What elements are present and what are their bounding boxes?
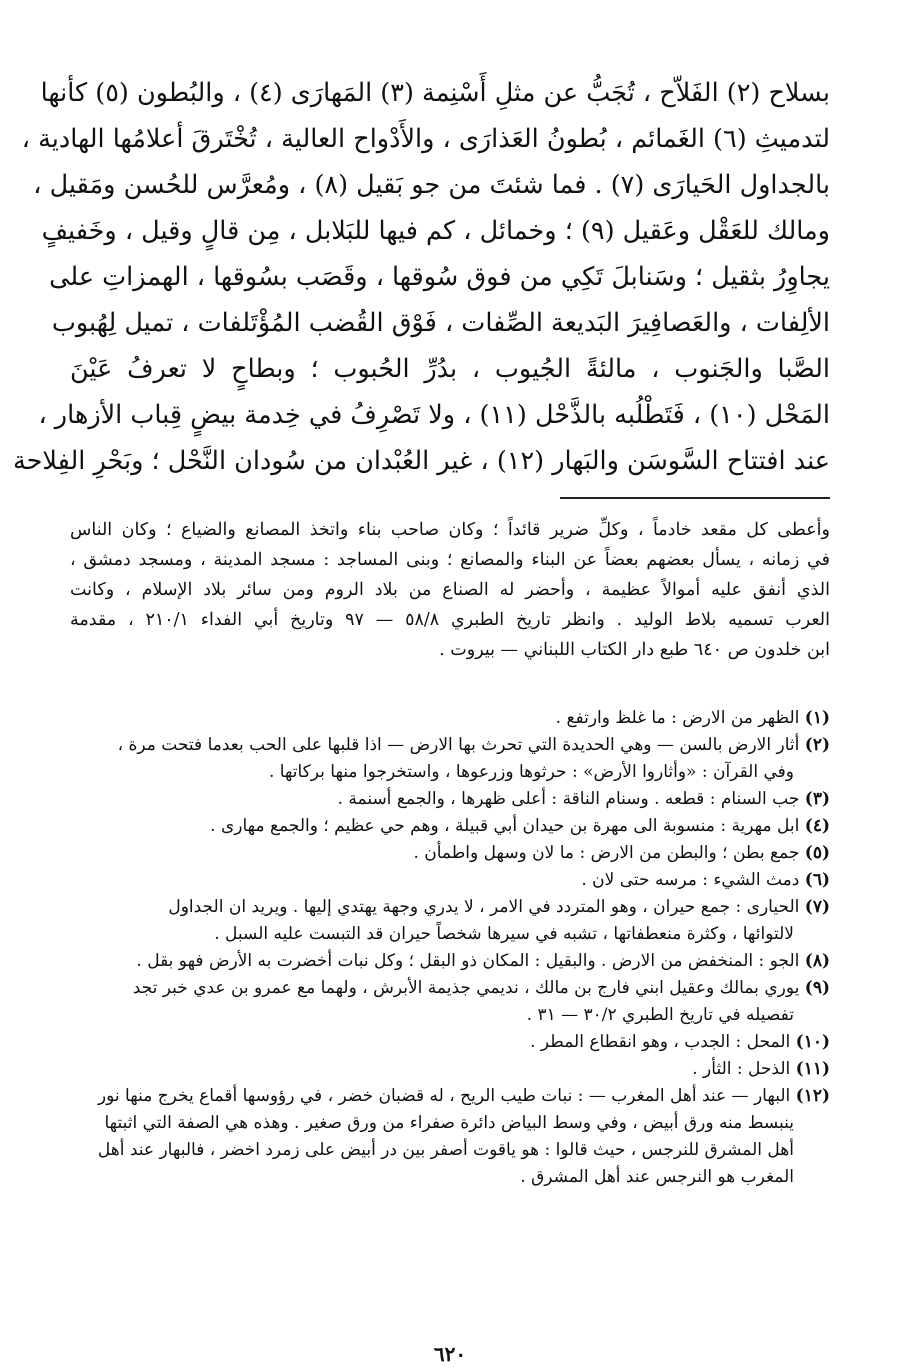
footnote-line — [70, 921, 830, 948]
footnote-line — [70, 1137, 830, 1164]
footnote-number: (٩) — [804, 978, 830, 998]
footnote-item — [70, 1083, 830, 1191]
footnote-text: المحل : الجدب ، وهو انقطاع المطر . — [530, 1032, 791, 1052]
footnote-line — [70, 813, 830, 840]
footnotes — [70, 705, 830, 1191]
footnote-item — [70, 786, 830, 813]
footnote-text: الذحل : الثأر . — [692, 1059, 791, 1079]
continued-footnote — [70, 515, 830, 665]
main-text-line: الصَّبا والجَنوب ، مالئةً الجُيوب ، بدُرِّ الحُبوب ؛ وبطاحٍ لا تعرفُ عَيْنَ — [70, 354, 830, 384]
footnote-number: (١) — [804, 708, 830, 728]
footnote-number: (٨) — [804, 951, 830, 971]
footnote-number: (١١) — [795, 1059, 830, 1079]
main-text-line: ومالك للعَقْل وعَقيل (٩) ؛ وخمائل ، كم فيها للبَلابل ، مِن قالٍ وقيل ، وخَفيفٍ — [41, 216, 830, 246]
footnote-item — [70, 732, 830, 786]
footnote-text: الجو : المنخفض من الارض . والبقيل : المكان ذو البقل ؛ وكل نبات أخضرت به الأرض فهو بقل . — [136, 951, 800, 971]
footnote-item — [70, 840, 830, 867]
footnote-text: دمث الشيء : مرسه حتى لان . — [581, 870, 800, 890]
main-text — [12, 70, 830, 484]
main-text-line: يجاوِرُ بثقيل ؛ وسَنابلَ تَكِي من فوق سُوقها ، وقَصَب بسُوقها ، الهمزاتِ على — [49, 262, 830, 292]
footnote-line — [70, 975, 830, 1002]
main-text-line: لتدميثِ (٦) الغَمائم ، بُطونُ العَذارَى ، والأَدْواح العالية ، تُخْتَرقَ أعلامُها الهادية ، — [21, 124, 830, 154]
main-text-line: الألِفات ، والعَصافِيرَ البَديعة الصِّفات ، فَوْق القُضب المُؤْتَلفات ، تميل لِهُبوب — [51, 308, 830, 338]
footnote-line — [70, 759, 830, 786]
footnote-item — [70, 867, 830, 894]
footnote-item — [70, 894, 830, 948]
footnote-item — [70, 1029, 830, 1056]
footnote-line — [70, 1164, 830, 1191]
main-text-line: بالجداول الحَيارَى (٧) . فما شئتَ من جو بَقيل (٨) ، ومُعرَّس للحُسن ومَقيل ، — [33, 170, 830, 200]
footnote-text: أهل المشرق للنرجس ، حيث قالوا : هو ياقوت أصفر بين در أبيض على زمرد اخضر ، فالبهار عند أهل — [97, 1140, 794, 1160]
footnote-text: يوري بمالك وعقيل ابني فارج بن مالك ، نديمي جذيمة الأبرش ، ولهما مع عمرو بن عدي خبر تجد — [132, 978, 800, 998]
page-number: ٦٢٠ — [433, 1342, 467, 1366]
main-text-line: المَحْل (١٠) ، فَتَطْلُبه بالذَّحْل (١١) ، ولا تَصْرِفُ في خِدمة بيضٍ قِباب الأزهار ، — [38, 400, 830, 430]
main-text-line: بسلاح (٢) الفَلاّح ، تُجَبُّ عن مثلِ أَسْنِمة (٣) المَهارَى (٤) ، والبُطون (٥) كأنها — [40, 78, 830, 108]
footnote-line — [70, 948, 830, 975]
footnote-item — [70, 948, 830, 975]
footnote-line — [70, 732, 830, 759]
footnote-number: (٦) — [804, 870, 830, 890]
continued-footnote-line: ابن خلدون ص ٦٤٠ طبع دار الكتاب اللبناني — بيروت . — [439, 640, 830, 660]
footnote-number: (١٠) — [795, 1032, 830, 1052]
footnote-number: (٤) — [804, 816, 830, 836]
footnote-text: ينبسط منه ورق أبيض ، وفي وسط البياض دائرة صفراء من ورق صغير . وهذه هي الصفة التي اثبتها — [104, 1113, 794, 1133]
footnote-number: (٢) — [804, 735, 830, 755]
footnote-number: (١٢) — [795, 1086, 830, 1106]
footnote-item — [70, 975, 830, 1029]
footnote-number: (٣) — [804, 789, 830, 809]
footnote-text: جب السنام : قطعه . وسنام الناقة : أعلى ظهرها ، والجمع أسنمة . — [337, 789, 800, 809]
continued-footnote-line: وأعطى كل مقعد خادماً ، وكلِّ ضرير قائداً ؛ وكان صاحب بناء واتخذ المصانع والضياع ؛ وكان الناس — [70, 520, 830, 540]
continued-footnote-line: العرب تسميه بلاط الوليد . وانظر تاريخ الطبري ٥٨/٨ — ٩٧ وتاريخ أبي الفداء ٢١٠/١ ، مقدمة — [70, 610, 830, 630]
footnote-text: جمع بطن ؛ والبطن من الارض : ما لان وسهل واطمأن . — [413, 843, 800, 863]
footnote-line — [70, 786, 830, 813]
continued-footnote-line: الذي أنفق عليه أموالاً عظيمة ، وأحضر له الصناع من بلاد الروم ومن سائر بلاد الإسلام ، وكانت — [70, 580, 830, 600]
footnote-line — [70, 1029, 830, 1056]
footnote-line — [70, 1110, 830, 1137]
footnote-number: (٧) — [804, 897, 830, 917]
footnote-text: وفي القرآن : «وأثاروا الأرض» : حرثوها وزرعوها ، واستخرجوا منها بركاتها . — [268, 762, 794, 782]
footnote-text: ابل مهرية : منسوبة الى مهرة بن حيدان أبي قبيلة ، وهم حي عظيم ؛ والجمع مهارى . — [210, 816, 800, 836]
footnote-item — [70, 705, 830, 732]
footnote-item — [70, 1056, 830, 1083]
footnote-line — [70, 894, 830, 921]
footnote-text: الحيارى : جمع حيران ، وهو المتردد في الامر ، لا يدري وجهة يهتدي إليها . ويريد ان الجداول — [168, 897, 800, 917]
footnote-line — [70, 1002, 830, 1029]
footnote-line — [70, 1056, 830, 1083]
footnote-line — [70, 867, 830, 894]
footnote-text: تفصيله في تاريخ الطبري ٣٠/٢ — ٣١ . — [526, 1005, 794, 1025]
footnote-line — [70, 705, 830, 732]
footnote-text: البهار — عند أهل المغرب — : نبات طيب الريح ، له قضبان خضر ، في رؤوسها أقماع يخرج منها نور — [97, 1086, 791, 1106]
continued-footnote-line: في زمانه ، يسأل بعضهم بعضاً عن البناء والمصانع ؛ وبنى المساجد : مسجد المدينة ، ومسجد دمشق ، — [70, 550, 830, 570]
footnote-text: أثار الارض بالسن — وهي الحديدة التي تحرث بها الارض — اذا قلبها على الحب بعدما فتحت مرة ، — [117, 735, 800, 755]
footnote-line — [70, 1083, 830, 1110]
footnote-text: المغرب هو النرجس عند أهل المشرق . — [520, 1167, 794, 1187]
footnote-text: لالتوائها ، وكثرة منعطفاتها ، تشبه في سيرها شخصاً حيران قد التبست عليه السبل . — [214, 924, 794, 944]
footnote-item — [70, 813, 830, 840]
footnote-line — [70, 840, 830, 867]
footnote-separator — [560, 497, 830, 499]
footnote-text: الظهر من الارض : ما غلظ وارتفع . — [555, 708, 800, 728]
main-text-line: عند افتتاح السَّوسَن والبَهار (١٢) ، غير العُبْدان من سُودان النَّحْل ؛ وبَحْرِ الفِلاحة — [12, 446, 830, 476]
footnote-number: (٥) — [804, 843, 830, 863]
